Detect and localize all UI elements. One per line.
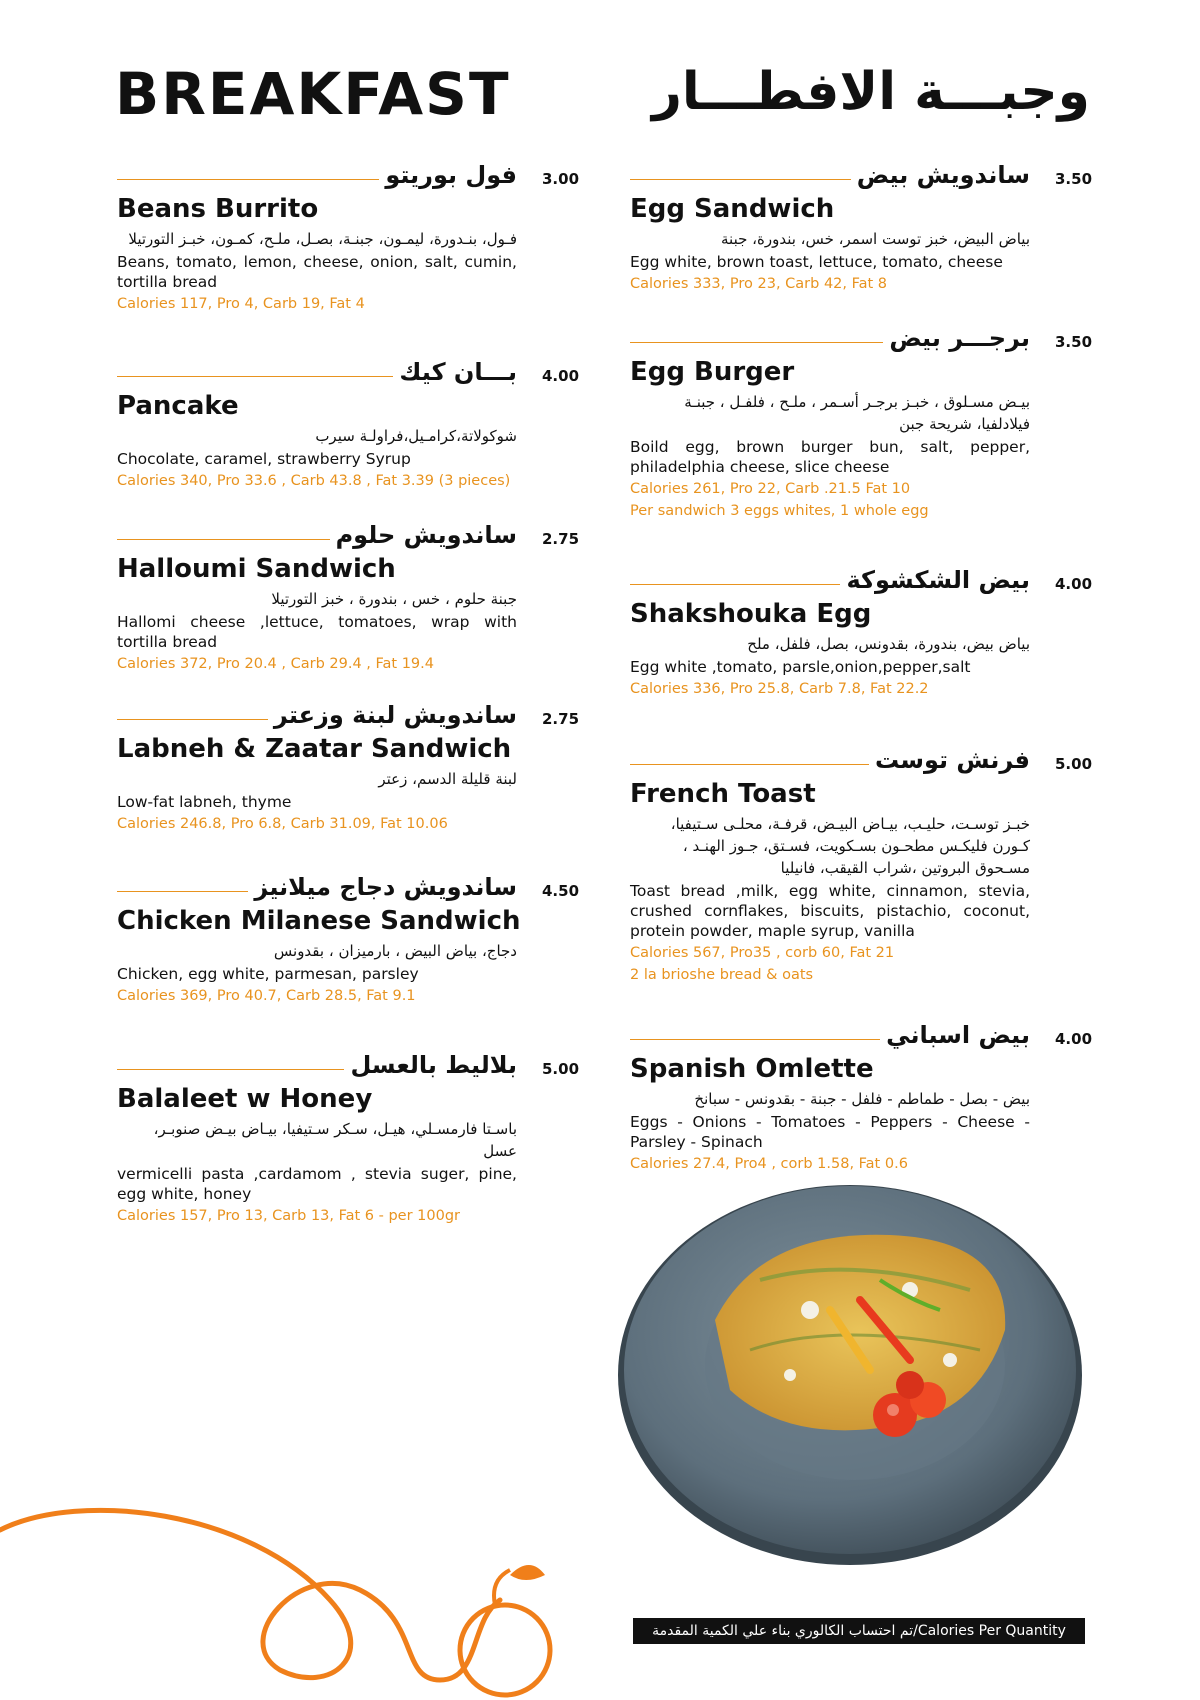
item-price: 5.00 <box>1055 755 1093 773</box>
divider-line <box>117 376 393 377</box>
item-ar-name: ساندويش دجاج ميلانيز <box>254 873 517 901</box>
item-ar-desc: بيـض مسـلوق ، خبـز برجـر أسـمر ، ملـح ، فلفـل ، جبنـة فيلادلفيا، شريحة جبن <box>684 393 1030 433</box>
item-ar-name: بيض اسباني <box>886 1021 1030 1049</box>
item-ar-desc: باسـتا فارمسـلي، هيـل، سـكر سـتيفيا، بيـاض بيـض صنوبـر، عسل <box>153 1120 517 1160</box>
item-en-name: Shakshouka Egg <box>630 599 872 629</box>
item-calories: Calories 372, Pro 20.4 , Carb 29.4 , Fat 19.4 <box>117 656 434 672</box>
item-en-name: French Toast <box>630 779 816 809</box>
item-ar-name: بلاليط بالعسل <box>350 1051 517 1079</box>
item-en-name: Spanish Omlette <box>630 1054 874 1084</box>
item-en-desc: vermicelli pasta ,cardamom , stevia suger, pine, egg white, honey <box>117 1165 517 1203</box>
item-note: 2 la brioshe bread & oats <box>630 967 814 983</box>
item-ar-name: ساندويش حلوم <box>335 521 517 549</box>
orange-swirl-logo-icon <box>0 1480 560 1700</box>
menu-item-balaleet <box>117 1050 580 1226</box>
item-price: 2.75 <box>542 710 580 728</box>
item-en-desc: Egg white ,tomato, parsle,onion,pepper,salt <box>630 658 971 676</box>
item-ar-name: بيض الشكشوكة <box>846 566 1030 594</box>
item-en-name: Labneh & Zaatar Sandwich <box>117 734 512 764</box>
item-en-desc: Chicken, egg white, parmesan, parsley <box>117 965 419 983</box>
item-en-name: Chicken Milanese Sandwich <box>117 906 521 936</box>
menu-item-labneh-zaatar <box>117 700 580 834</box>
item-ar-name: ساندويش بيض <box>856 161 1030 189</box>
item-en-name: Egg Sandwich <box>630 194 835 224</box>
item-ar-desc: جبنة حلوم ، خس ، بندورة ، خبز التورتيلا <box>271 590 517 608</box>
item-ar-name: برجـــر بيض <box>889 324 1030 352</box>
item-en-desc: Low-fat labneh, thyme <box>117 793 292 811</box>
item-en-desc: Eggs - Onions - Tomatoes - Peppers - Cheese - Parsley - Spinach <box>630 1113 1030 1151</box>
item-ar-desc: لبنة قليلة الدسم، زعتر <box>378 770 517 788</box>
item-calories: Calories 336, Pro 25.8, Carb 7.8, Fat 22.2 <box>630 681 929 697</box>
item-en-name: Beans Burrito <box>117 194 319 224</box>
item-price: 4.50 <box>542 882 580 900</box>
item-en-desc: Chocolate, caramel, strawberry Syrup <box>117 450 411 468</box>
menu-item-chicken-milanese <box>117 872 580 1006</box>
item-calories: Calories 261, Pro 22, Carb .21.5 Fat 10 <box>630 481 911 497</box>
page-title-en: BREAKFAST <box>115 60 511 128</box>
item-ar-name: بـــان كيك <box>399 358 517 386</box>
menu-item-egg-burger <box>630 323 1093 521</box>
item-en-desc: Beans, tomato, lemon, cheese, onion, salt, cumin, tortilla bread <box>117 253 517 291</box>
item-price: 3.50 <box>1055 333 1093 351</box>
item-ar-name: فول بوريتو <box>385 161 517 189</box>
item-en-name: Egg Burger <box>630 357 795 387</box>
item-calories: Calories 117, Pro 4, Carb 19, Fat 4 <box>117 296 365 312</box>
item-note: Per sandwich 3 eggs whites, 1 whole egg <box>630 503 929 519</box>
menu-item-egg-sandwich <box>630 160 1093 294</box>
item-calories: Calories 246.8, Pro 6.8, Carb 31.09, Fat 10.06 <box>117 816 448 832</box>
item-ar-desc: بياض البيض، خبز توست اسمر، خس، بندورة، جبنة <box>721 230 1030 248</box>
item-en-name: Balaleet w Honey <box>117 1084 373 1114</box>
spanish-omelette-plate-photo <box>610 1160 1090 1580</box>
item-price: 3.50 <box>1055 170 1093 188</box>
menu-item-french-toast <box>630 745 1093 985</box>
divider-line <box>117 891 248 892</box>
item-price: 4.00 <box>1055 1030 1093 1048</box>
item-ar-desc: بياض بيض، بندورة، بقدونس، بصل، فلفل، ملح <box>747 635 1030 653</box>
divider-line <box>117 179 379 180</box>
divider-line <box>630 1039 880 1040</box>
divider-line <box>630 584 840 585</box>
item-calories: Calories 333, Pro 23, Carb 42, Fat 8 <box>630 276 888 292</box>
item-ar-name: ساندويش لبنة وزعتر <box>273 701 517 729</box>
item-price: 4.00 <box>1055 575 1093 593</box>
item-ar-desc: فـول، بنـدورة، ليمـون، جبنـة، بصـل، ملـح، كمـون، خبـز التورتيلا <box>128 230 517 248</box>
item-en-desc: Toast bread ,milk, egg white, cinnamon, stevia, crushed cornflakes, biscuits, pistachio, coconut, protein powder, maple syrup, vanilla <box>630 882 1030 940</box>
item-en-name: Halloumi Sandwich <box>117 554 396 584</box>
item-price: 4.00 <box>542 367 580 385</box>
divider-line <box>630 179 851 180</box>
divider-line <box>630 764 869 765</box>
item-en-desc: Egg white, brown toast, lettuce, tomato, cheese <box>630 253 1003 271</box>
item-en-desc: Hallomi cheese ,lettuce, tomatoes, wrap with tortilla bread <box>117 613 517 651</box>
item-price: 3.00 <box>542 170 580 188</box>
menu-item-beans-burrito <box>117 160 580 314</box>
menu-item-halloumi-sandwich <box>117 520 580 674</box>
divider-line <box>117 539 330 540</box>
item-calories: Calories 567, Pro35 , corb 60, Fat 21 <box>630 945 895 961</box>
item-price: 5.00 <box>542 1060 580 1078</box>
item-calories: Calories 157, Pro 13, Carb 13, Fat 6 - per 100gr <box>117 1208 461 1224</box>
menu-item-pancake <box>117 357 580 491</box>
calories-note-banner: تم احتساب الكالوري بناء علي الكمية المقدمة/Calories Per Quantity <box>633 1618 1085 1644</box>
divider-line <box>117 1069 344 1070</box>
item-ar-desc: بيض - بصل - طماطم - فلفل - جبنة - بقدونس - سبانخ <box>694 1090 1030 1108</box>
item-calories: Calories 27.4, Pro4 , corb 1.58, Fat 0.6 <box>630 1156 908 1172</box>
divider-line <box>117 719 268 720</box>
item-ar-desc: دجاج، بياض البيض ، بارميزان ، بقدونس <box>273 942 517 960</box>
item-calories: Calories 340, Pro 33.6 , Carb 43.8 , Fat 3.39 (3 pieces) <box>117 473 511 489</box>
item-ar-desc: شوكولاتة،كرامـيل،فراولـة سيرب <box>315 427 517 445</box>
divider-line <box>630 342 883 343</box>
page-title-ar: وجبـــة الافطـــار <box>651 62 1090 122</box>
item-ar-name: فرنش توست <box>874 746 1030 774</box>
item-calories: Calories 369, Pro 40.7, Carb 28.5, Fat 9.1 <box>117 988 416 1004</box>
menu-item-spanish-omlette <box>630 1020 1093 1174</box>
item-en-desc: Boild egg, brown burger bun, salt, pepper, philadelphia cheese, slice cheese <box>630 438 1030 476</box>
menu-item-shakshouka <box>630 565 1093 699</box>
item-en-name: Pancake <box>117 391 239 421</box>
item-price: 2.75 <box>542 530 580 548</box>
item-ar-desc: خبـز توسـت، حليـب، بيـاض البيـض، قرفـة، محلـى سـتيفيا، كـورن فليكـس مطحـون بسـكويت، فسـتق، جـوز الهنـد ، مسـحوق البروتين ،شراب القيقب، فانيليا <box>670 815 1030 877</box>
